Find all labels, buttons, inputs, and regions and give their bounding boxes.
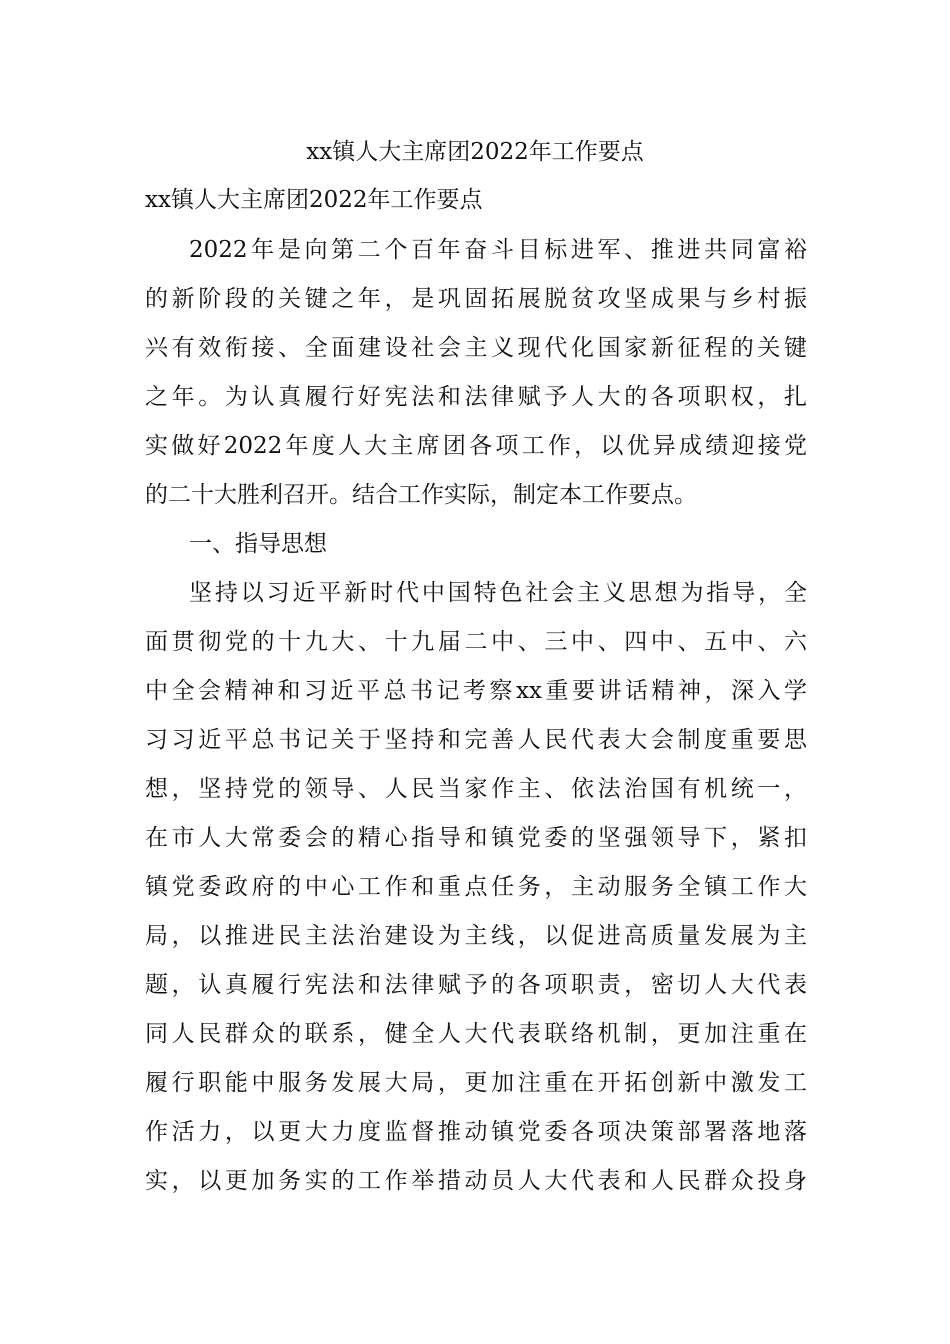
paragraph-line: 镇党委政府的中心工作和重点任务，主动服务全镇工作大	[145, 874, 807, 900]
paragraph-line: 2022年是向第二个百年奋斗目标进军、推进共同富裕	[189, 237, 807, 263]
paragraph-line: 实，以更加务实的工作举措动员人大代表和人民群众投身	[145, 1168, 807, 1194]
paragraph-line: 面贯彻党的十九大、十九届二中、三中、四中、五中、六	[145, 629, 807, 655]
section-heading: 一、指导思想	[189, 531, 327, 557]
paragraph-line: 履行职能中服务发展大局，更加注重在开拓创新中激发工	[145, 1070, 807, 1096]
paragraph-line: 同人民群众的联系，健全人大代表联络机制，更加注重在	[145, 1021, 807, 1047]
paragraph-line: 的新阶段的关键之年，是巩固拓展脱贫攻坚成果与乡村振	[145, 286, 807, 312]
paragraph-line: 局，以推进民主法治建设为主线，以促进高质量发展为主	[145, 923, 807, 949]
paragraph-line: 坚持以习近平新时代中国特色社会主义思想为指导，全	[189, 580, 807, 606]
paragraph-line: 之年。为认真履行好宪法和法律赋予人大的各项职权，扎	[145, 384, 807, 410]
paragraph-guiding-thought	[145, 573, 807, 1210]
paragraph-line: 习习近平总书记关于坚持和完善人民代表大会制度重要思	[145, 727, 807, 753]
paragraph-line: 的二十大胜利召开。结合工作实际，制定本工作要点。	[145, 482, 697, 508]
document-body	[145, 230, 807, 1210]
document-subtitle: xx镇人大主席团2022年工作要点	[145, 187, 483, 213]
paragraph-line: 中全会精神和习近平总书记考察xx重要讲话精神，深入学	[145, 678, 807, 704]
paragraph-intro	[145, 230, 807, 524]
paragraph-line: 作活力，以更大力度监督推动镇党委各项决策部署落地落	[145, 1119, 807, 1145]
paragraph-line: 题，认真履行宪法和法律赋予的各项职责，密切人大代表	[145, 972, 807, 998]
paragraph-line: 在市人大常委会的精心指导和镇党委的坚强领导下，紧扣	[145, 825, 807, 851]
paragraph-line: 实做好2022年度人大主席团各项工作，以优异成绩迎接党	[145, 433, 807, 459]
paragraph-line: 想，坚持党的领导、人民当家作主、依法治国有机统一，	[145, 776, 807, 802]
paragraph-line: 兴有效衔接、全面建设社会主义现代化国家新征程的关键	[145, 335, 807, 361]
document-title: xx镇人大主席团2022年工作要点	[306, 139, 644, 165]
